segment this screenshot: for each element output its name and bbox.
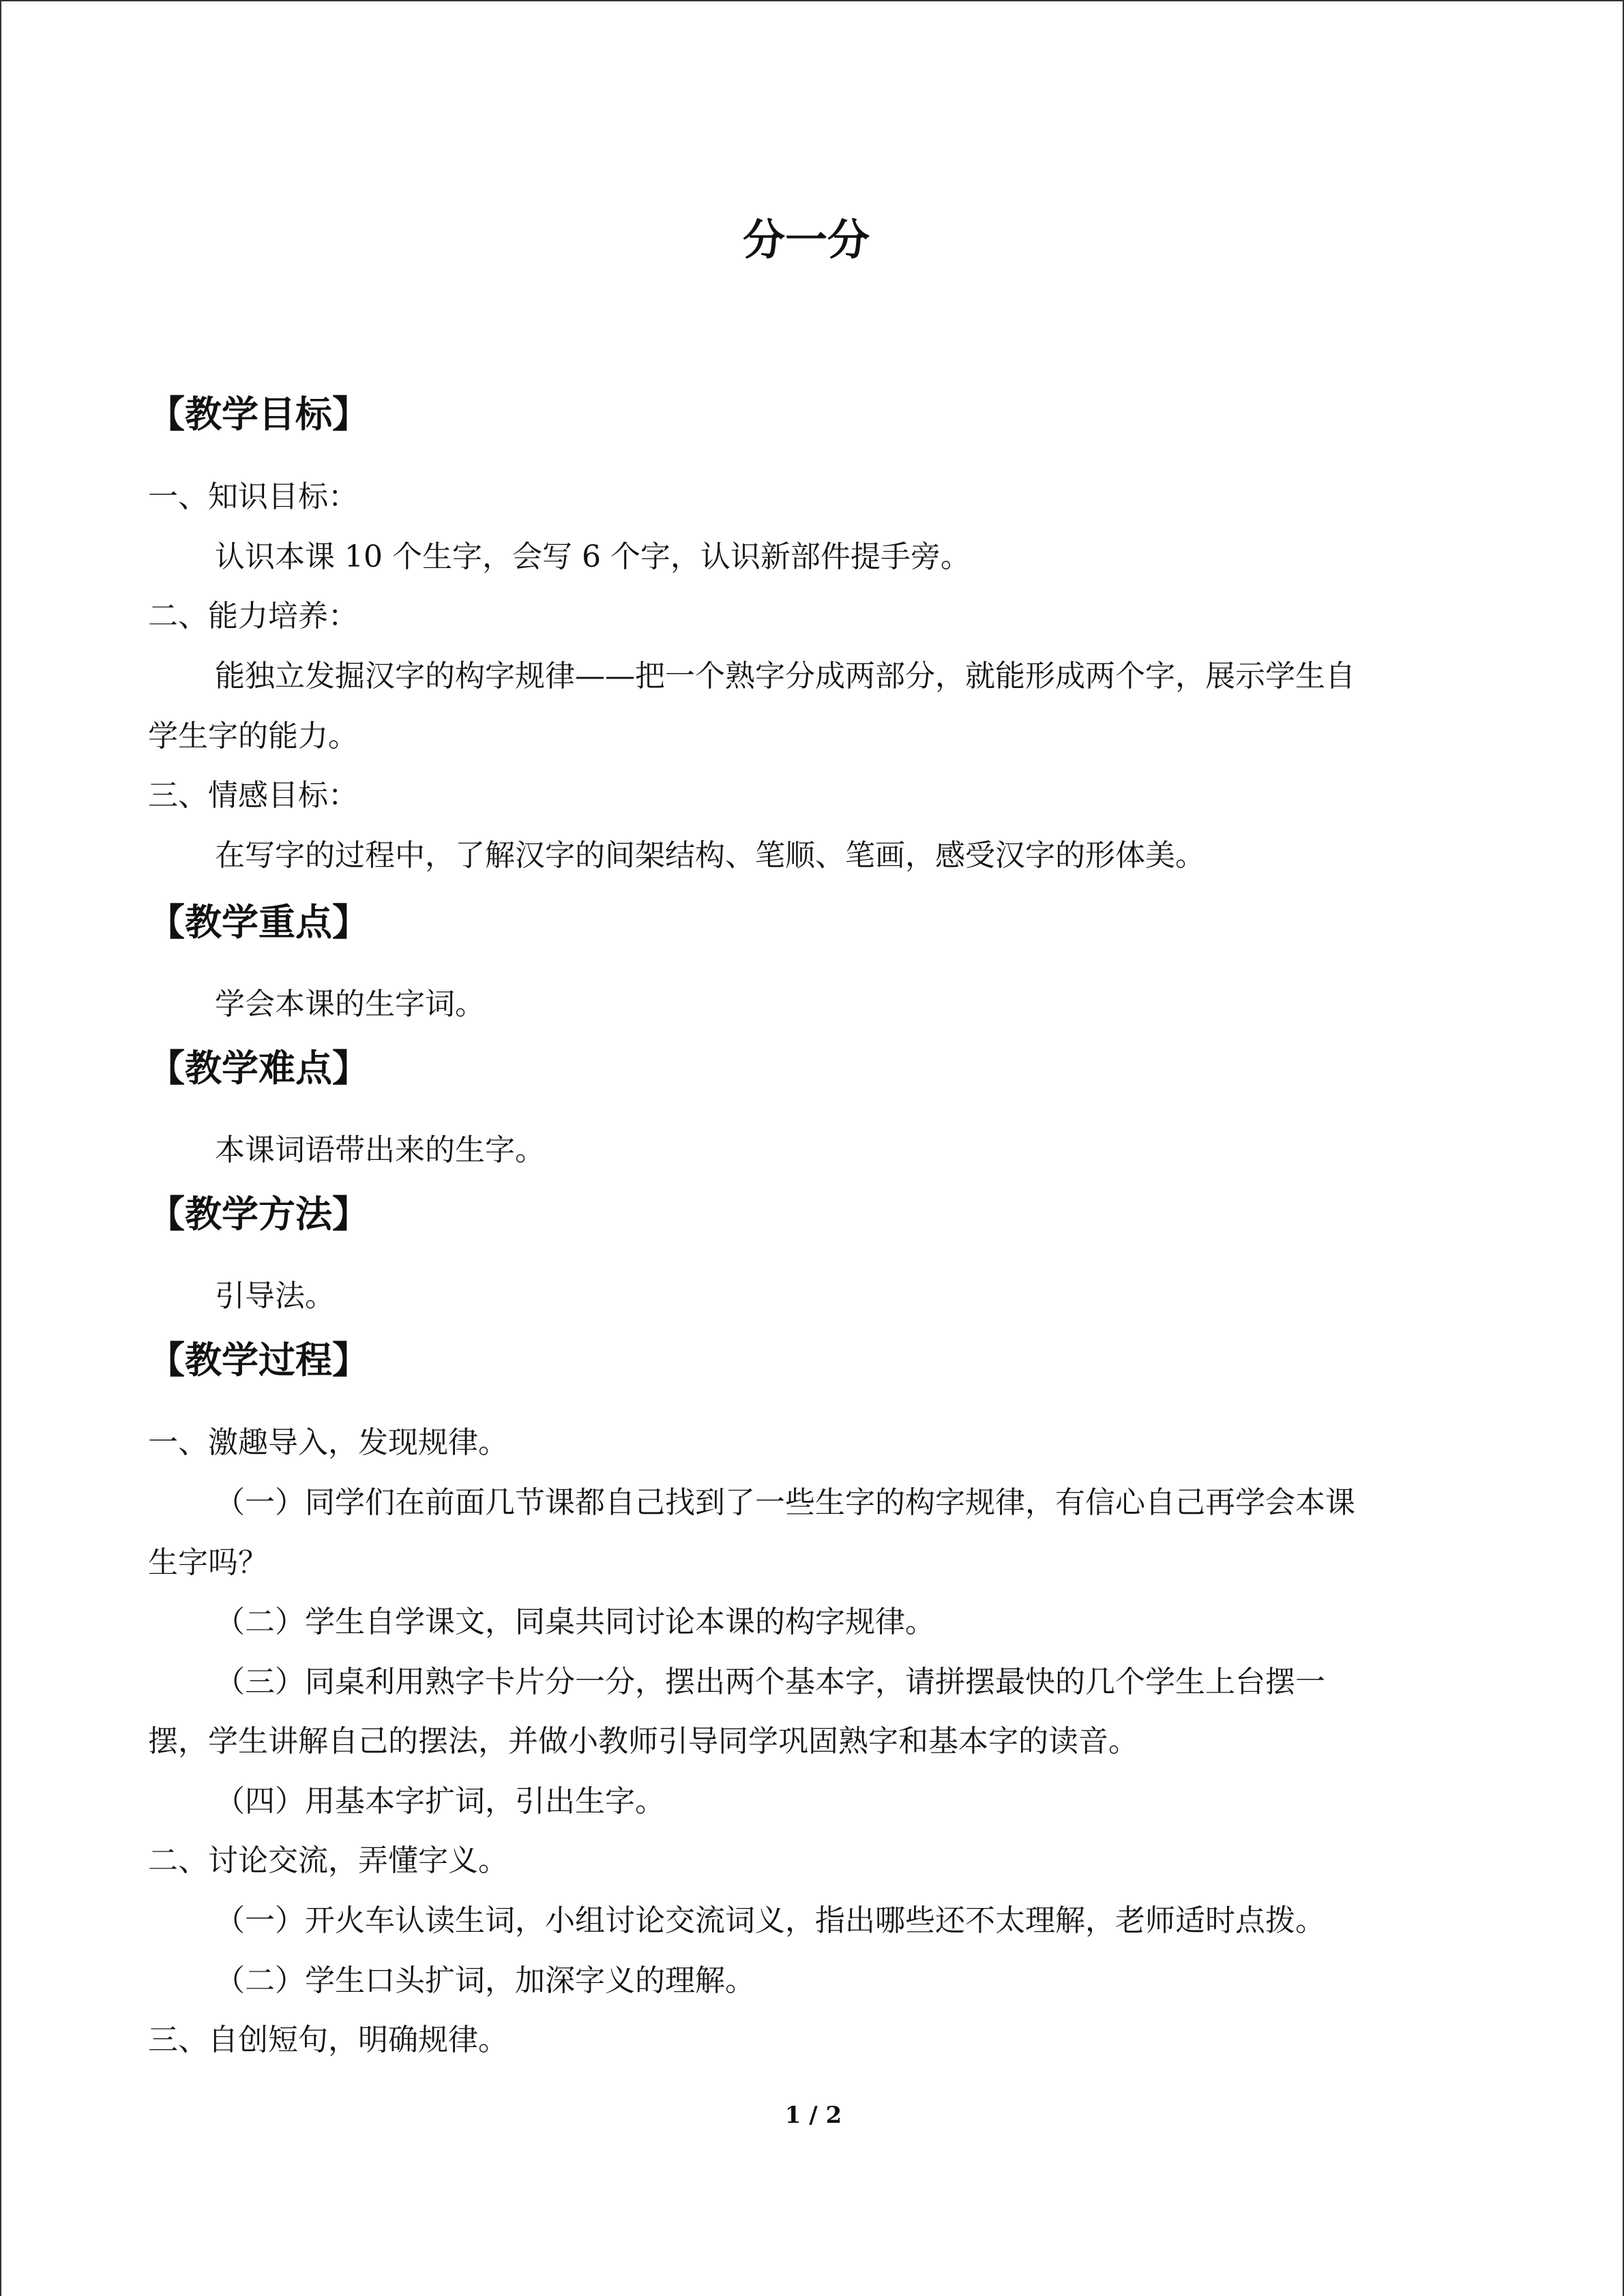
process-step-1-1-line2: 生字吗？ [148, 1545, 268, 1580]
difficulties-text: 本课词语带出来的生字。 [215, 1133, 545, 1167]
process-step-1-heading: 一、激趣导入，发现规律。 [148, 1425, 508, 1460]
section-heading-process: 【教学过程】 [148, 1338, 369, 1382]
process-step-2-1: （一）开火车认读生词，小组讨论交流词义，指出哪些还不太理解，老师适时点拨。 [215, 1903, 1325, 1938]
section-heading-difficulties: 【教学难点】 [148, 1046, 369, 1090]
process-step-2-2: （二）学生口头扩词，加深字义的理解。 [215, 1963, 755, 1998]
process-step-1-3-line2: 摆，学生讲解自己的摆法，并做小教师引导同学巩固熟字和基本字的读音。 [148, 1724, 1138, 1759]
process-step-1-3-line1: （三）同桌利用熟字卡片分一分，摆出两个基本字，请拼摆最快的几个学生上台摆一 [215, 1665, 1325, 1699]
process-step-2-heading: 二、讨论交流，弄懂字义。 [148, 1843, 508, 1878]
process-step-1-2: （二）学生自学课文，同桌共同讨论本课的构字规律。 [215, 1605, 935, 1639]
process-step-3-heading: 三、自创短句，明确规律。 [148, 2023, 508, 2057]
section-heading-methods: 【教学方法】 [148, 1192, 369, 1236]
objective-emotion-heading: 三、情感目标： [148, 778, 358, 813]
key-points-text: 学会本课的生字词。 [215, 987, 485, 1022]
methods-text: 引导法。 [215, 1279, 335, 1313]
document-title: 分一分 [742, 215, 870, 265]
page-number: 1 / 2 [784, 2102, 842, 2129]
process-step-1-4: （四）用基本字扩词，引出生字。 [215, 1784, 665, 1819]
objective-ability-text-line1: 能独立发掘汉字的构字规律——把一个熟字分成两部分，就能形成两个字，展示学生自 [215, 659, 1355, 694]
objective-knowledge-text: 认识本课 10 个生字，会写 6 个字，认识新部件提手旁。 [215, 539, 971, 574]
objective-ability-heading: 二、能力培养： [148, 599, 358, 633]
process-step-1-1-line1: （一）同学们在前面几节课都自己找到了一些生字的构字规律，有信心自己再学会本课 [215, 1485, 1355, 1520]
section-heading-objectives: 【教学目标】 [148, 392, 369, 436]
objective-emotion-text: 在写字的过程中，了解汉字的间架结构、笔顺、笔画，感受汉字的形体美。 [215, 838, 1205, 873]
section-heading-key-points: 【教学重点】 [148, 900, 369, 944]
objective-knowledge-heading: 一、知识目标： [148, 479, 358, 514]
objective-ability-text-line2: 学生字的能力。 [148, 719, 358, 754]
